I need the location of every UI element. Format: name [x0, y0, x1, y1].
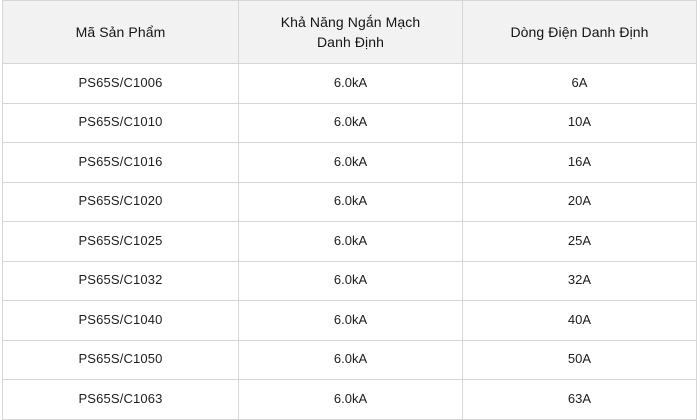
cell-model: PS65S/C1032	[3, 261, 239, 301]
cell-breaking-capacity: 6.0kA	[239, 261, 463, 301]
cell-rated-current: 50A	[463, 340, 697, 380]
cell-breaking-capacity: 6.0kA	[239, 222, 463, 262]
cell-breaking-capacity: 6.0kA	[239, 340, 463, 380]
table-header	[3, 1, 697, 64]
cell-rated-current: 16A	[463, 143, 697, 183]
cell-rated-current: 32A	[463, 261, 697, 301]
table-body	[3, 64, 697, 420]
table-row	[3, 340, 697, 380]
column-header-breaking-capacity	[239, 1, 463, 64]
column-header-rated-current-line-1: Dòng Điện Danh Định	[510, 23, 649, 40]
table-row	[3, 103, 697, 143]
cell-breaking-capacity: 6.0kA	[239, 143, 463, 183]
table-row	[3, 380, 697, 420]
cell-model: PS65S/C1016	[3, 143, 239, 183]
cell-rated-current: 40A	[463, 301, 697, 341]
table-row	[3, 222, 697, 262]
cell-model: PS65S/C1063	[3, 380, 239, 420]
cell-breaking-capacity: 6.0kA	[239, 64, 463, 104]
cell-breaking-capacity: 6.0kA	[239, 103, 463, 143]
column-header-model-line-1: Mã Sản Phẩm	[75, 23, 166, 40]
cell-rated-current: 10A	[463, 103, 697, 143]
product-specification-table	[2, 0, 697, 420]
table-row	[3, 64, 697, 104]
table-header-row	[3, 1, 697, 64]
cell-rated-current: 63A	[463, 380, 697, 420]
cell-model: PS65S/C1040	[3, 301, 239, 341]
cell-breaking-capacity: 6.0kA	[239, 301, 463, 341]
table-row	[3, 261, 697, 301]
cell-rated-current: 25A	[463, 222, 697, 262]
cell-model: PS65S/C1006	[3, 64, 239, 104]
table-row	[3, 301, 697, 341]
column-header-breaking-capacity-line-2: Danh Định	[316, 34, 385, 50]
cell-model: PS65S/C1050	[3, 340, 239, 380]
column-header-model	[3, 1, 239, 64]
table-row	[3, 143, 697, 183]
table-row	[3, 182, 697, 222]
column-header-rated-current	[463, 1, 697, 64]
cell-model: PS65S/C1010	[3, 103, 239, 143]
cell-rated-current: 6A	[463, 64, 697, 104]
cell-breaking-capacity: 6.0kA	[239, 182, 463, 222]
cell-model: PS65S/C1025	[3, 222, 239, 262]
cell-model: PS65S/C1020	[3, 182, 239, 222]
column-header-breaking-capacity-line-1: Khả Năng Ngắn Mạch	[280, 13, 421, 30]
cell-rated-current: 20A	[463, 182, 697, 222]
cell-breaking-capacity: 6.0kA	[239, 380, 463, 420]
